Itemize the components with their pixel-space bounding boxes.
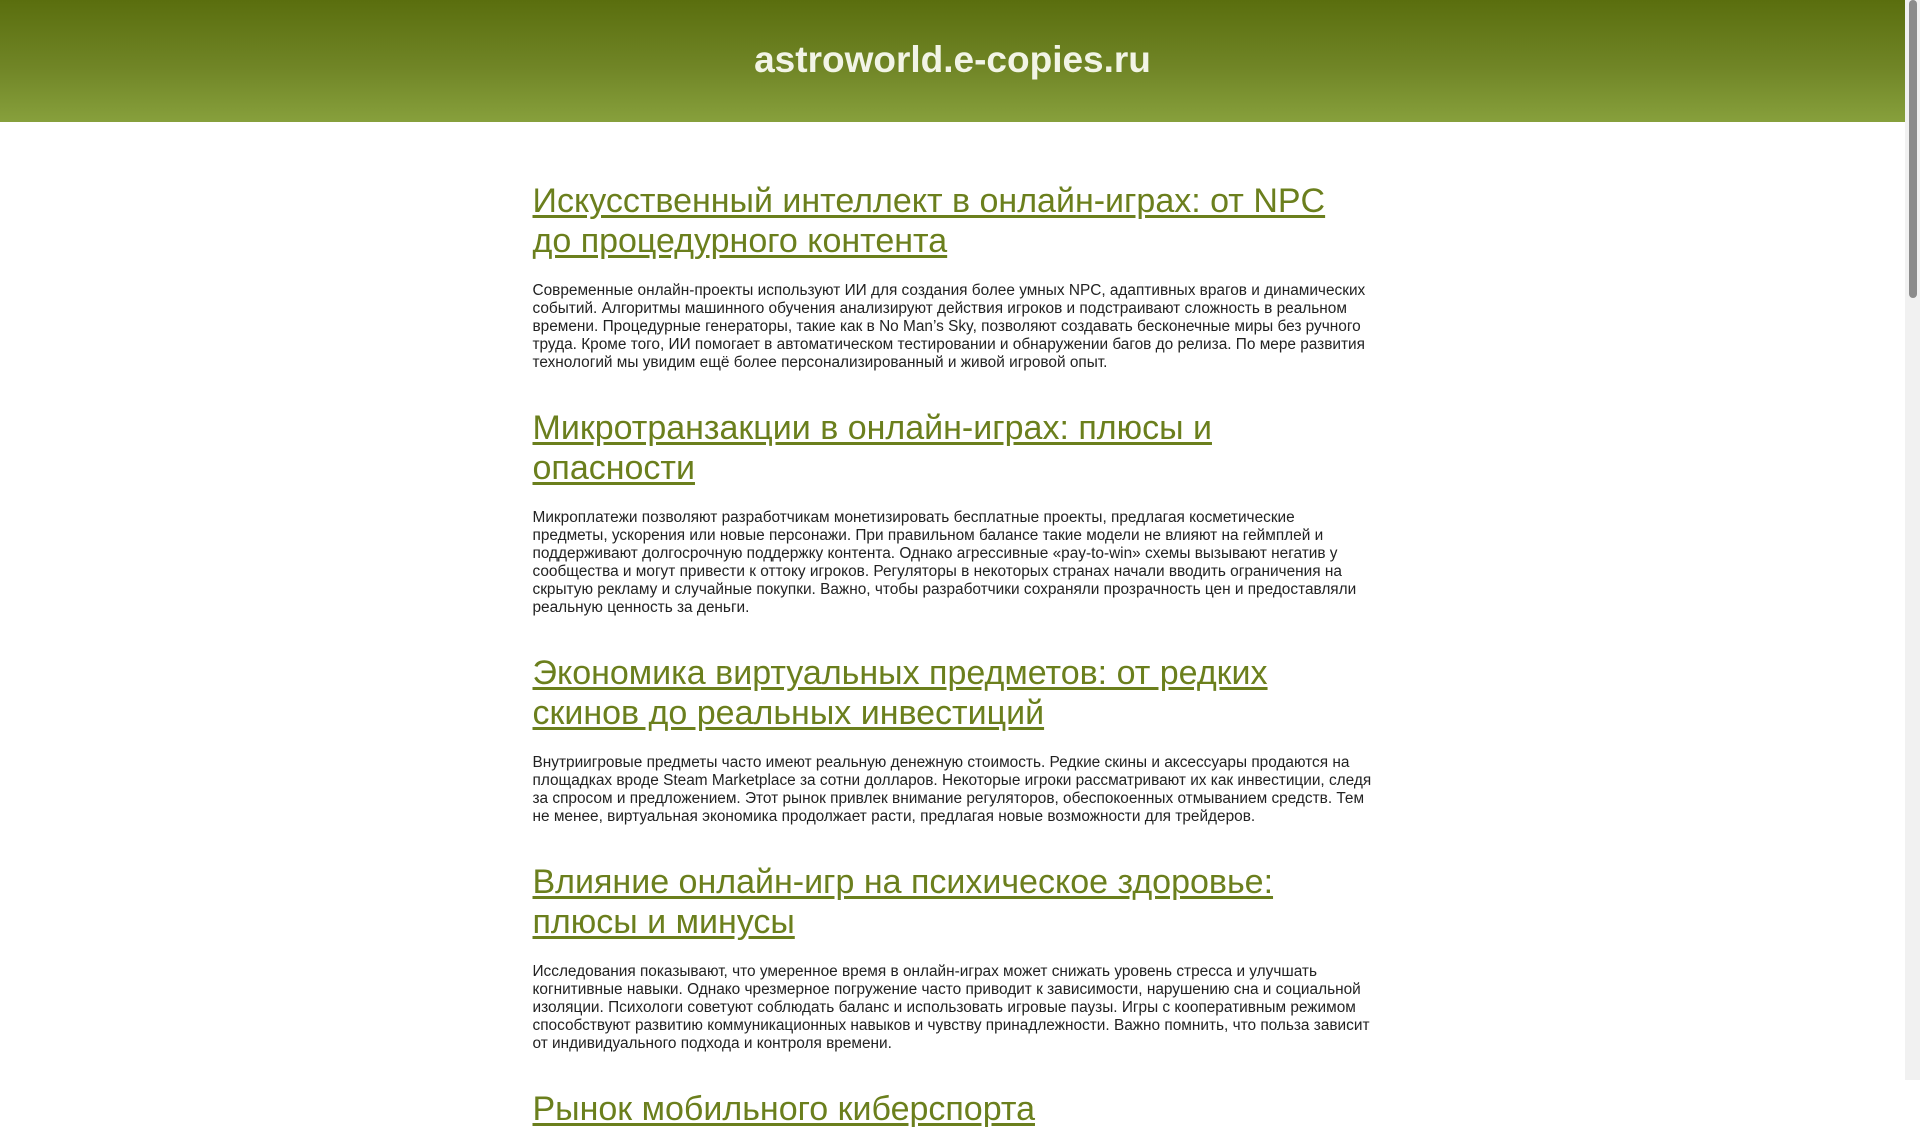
article-title-link[interactable]: Искусственный интеллект в онлайн-играх: от NPC до процедурного контента: [532, 182, 1326, 260]
article-text: Исследования показывают, что умеренное время в онлайн-играх может снижать уровень стресса и улучшать когнитивные навыки. Однако чрезмерное погружение часто приводит к зависимости, нарушению сна и социальной изоляции. Психологи советуют соблюдать баланс и использовать игровые паузы. Игры с кооперативным режимом способствуют развитию коммуникационных навыков и чувству принадлежности. Важно помнить, что польза зависит от индивидуального подхода и контроля времени.: [532, 963, 1370, 1052]
article-title-link[interactable]: Рынок мобильного киберспорта: [532, 1090, 1035, 1128]
scrollbar-thumb[interactable]: [1909, 0, 1917, 298]
article-text: Внутриигровые предметы часто имеют реальную денежную стоимость. Редкие скины и аксессуары продаются на площадках вроде Steam Marketplace за сотни долларов. Некоторые игроки рассматривают их как инвестиции, следя за спросом и предложением. Этот рынок привлек внимание регуляторов, обеспокоенных отмыванием средств. Тем не менее, виртуальная экономика продолжает расти, предлагая новые возможности для трейдеров.: [532, 754, 1372, 825]
article-item: [533, 408, 1373, 617]
article-list: [533, 122, 1373, 1129]
article-title-link[interactable]: Микротранзакции в онлайн-играх: плюсы и опасности: [532, 409, 1212, 487]
article-item: [533, 181, 1373, 372]
article-text: Микроплатежи позволяют разработчикам монетизировать бесплатные проекты, предлагая косметические предметы, ускорения или новые персонажи. При правильном балансе такие модели не влияют на геймплей и поддерживают долгосрочную поддержку контента. Однако агрессивные «pay-to-win» схемы вызывают негатив у сообщества и могут привести к оттоку игроков. Регуляторы в некоторых странах начали вводить ограничения на скрытую рекламу и случайные покупки. Важно, чтобы разработчики сохраняли прозрачность цен и предоставляли реальную ценность за деньги.: [532, 509, 1357, 616]
article-item: [533, 653, 1373, 826]
site-header: [0, 0, 1905, 122]
article-item: [533, 862, 1373, 1053]
article-title-link[interactable]: Влияние онлайн-игр на психическое здоровье: плюсы и минусы: [532, 863, 1274, 941]
article-item: [533, 1089, 1373, 1129]
article-text: Современные онлайн-проекты используют ИИ для создания более умных NPC, адаптивных врагов и динамических событий. Алгоритмы машинного обучения анализируют действия игроков и подстраивают сложность в реальном времени. Процедурные генераторы, такие как в No Man’s Sky, позволяют создавать бесконечные миры без ручного труда. Кроме того, ИИ помогает в автоматическом тестировании и обнаружении багов до релиза. По мере развития технологий мы увидим ещё более персонализированный и живой игровой опыт.: [532, 282, 1366, 371]
vertical-scrollbar[interactable]: [1905, 0, 1920, 1080]
site-title: astroworld.e-copies.ru: [754, 39, 1151, 80]
article-title-link[interactable]: Экономика виртуальных предметов: от редких скинов до реальных инвестиций: [532, 654, 1268, 732]
